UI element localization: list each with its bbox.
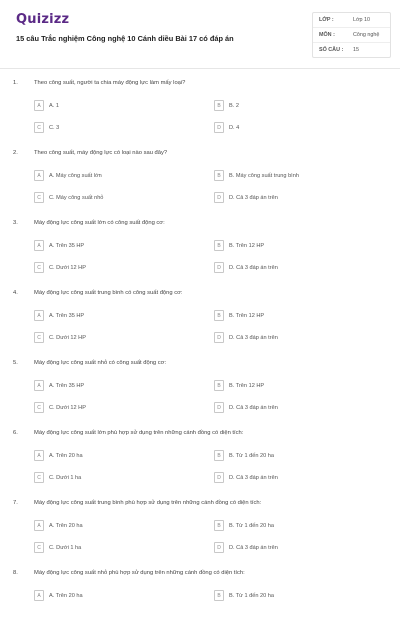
option-letter-box: C xyxy=(34,402,44,413)
option-text: B. Từ 1 đến 20 ha xyxy=(229,452,275,459)
question-item xyxy=(0,570,400,640)
answer-option[interactable] xyxy=(34,380,84,391)
option-letter-box: D xyxy=(214,332,224,343)
option-text: D. Cả 3 đáp án trên xyxy=(229,194,278,201)
meta-value: Lớp 10 xyxy=(353,17,371,23)
option-text: B. Từ 1 đến 20 ha xyxy=(229,592,275,599)
option-text: B. 2 xyxy=(229,102,239,109)
question-item xyxy=(0,150,400,220)
meta-value: 15 xyxy=(353,47,359,53)
question-item xyxy=(0,430,400,500)
answer-option[interactable] xyxy=(34,450,83,461)
question-number: 4. xyxy=(13,290,18,296)
meta-box xyxy=(312,12,391,58)
meta-label: LỚP : xyxy=(319,17,334,23)
answer-option[interactable] xyxy=(34,402,86,413)
answer-option[interactable] xyxy=(34,310,84,321)
option-letter-box: C xyxy=(34,122,44,133)
answer-option[interactable] xyxy=(34,472,81,483)
question-text: Máy động lực công suất lớn có công suất động cơ: xyxy=(34,220,165,226)
option-text: A. Trên 35 HP xyxy=(49,382,85,389)
option-letter-box: A xyxy=(34,310,44,321)
meta-value: Công nghệ xyxy=(353,32,380,38)
option-text: C. Dưới 12 HP xyxy=(49,404,86,411)
meta-row-count xyxy=(313,42,390,57)
answer-option[interactable] xyxy=(214,542,278,553)
answer-option[interactable] xyxy=(34,100,59,111)
option-letter-box: B xyxy=(214,520,224,531)
option-letter-box: D xyxy=(214,402,224,413)
answer-option[interactable] xyxy=(34,122,59,133)
option-text: C. Dưới 1 ha xyxy=(49,474,82,481)
question-text: Theo công suất, người ta chia máy động lực làm mấy loại? xyxy=(34,80,186,86)
answer-option[interactable] xyxy=(214,402,278,413)
question-number: 2. xyxy=(13,150,18,156)
answer-option[interactable] xyxy=(214,240,264,251)
question-number: 5. xyxy=(13,360,18,366)
option-letter-box: B xyxy=(214,450,224,461)
meta-row-subject xyxy=(313,27,390,42)
option-text: A. Trên 35 HP xyxy=(49,242,85,249)
option-letter-box: C xyxy=(34,262,44,273)
question-text: Theo công suất, máy động lực có loại nào sau đây? xyxy=(34,150,168,156)
option-text: D. Cả 3 đáp án trên xyxy=(229,404,278,411)
option-letter-box: A xyxy=(34,590,44,601)
option-letter-box: D xyxy=(214,262,224,273)
answer-option[interactable] xyxy=(214,520,274,531)
option-letter-box: B xyxy=(214,380,224,391)
option-letter-box: B xyxy=(214,170,224,181)
option-letter-box: C xyxy=(34,472,44,483)
answer-option[interactable] xyxy=(214,122,239,133)
option-letter-box: D xyxy=(214,542,224,553)
answer-option[interactable] xyxy=(34,240,84,251)
question-text: Máy động lực công suất lớn phù hợp sử dụng trên những cánh đồng có diện tích: xyxy=(34,430,244,436)
option-text: B. Trên 12 HP xyxy=(229,312,265,319)
answer-option[interactable] xyxy=(214,170,299,181)
option-text: D. Cả 3 đáp án trên xyxy=(229,544,278,551)
option-text: D. Cả 3 đáp án trên xyxy=(229,264,278,271)
option-letter-box: C xyxy=(34,332,44,343)
option-text: D. Cả 3 đáp án trên xyxy=(229,474,278,481)
option-letter-box: A xyxy=(34,100,44,111)
question-number: 3. xyxy=(13,220,18,226)
option-text: A. Trên 20 ha xyxy=(49,452,83,459)
option-text: C. Dưới 12 HP xyxy=(49,264,86,271)
answer-option[interactable] xyxy=(214,590,274,601)
option-text: C. Dưới 1 ha xyxy=(49,544,82,551)
option-letter-box: D xyxy=(214,122,224,133)
answer-option[interactable] xyxy=(34,520,83,531)
option-text: A. Máy công suất lớn xyxy=(49,172,102,179)
question-number: 8. xyxy=(13,570,18,576)
option-letter-box: B xyxy=(214,310,224,321)
question-item xyxy=(0,220,400,290)
answer-option[interactable] xyxy=(214,310,264,321)
worksheet-header xyxy=(0,0,400,68)
option-text: B. Trên 12 HP xyxy=(229,242,265,249)
answer-option[interactable] xyxy=(34,542,81,553)
option-text: A. 1 xyxy=(49,102,59,109)
question-item xyxy=(0,80,400,150)
meta-label: MÔN : xyxy=(319,32,335,38)
option-text: B. Từ 1 đến 20 ha xyxy=(229,522,275,529)
option-text: C. Máy công suất nhỏ xyxy=(49,194,104,201)
question-item xyxy=(0,290,400,360)
answer-option[interactable] xyxy=(214,192,278,203)
answer-option[interactable] xyxy=(214,100,239,111)
option-text: C. Dưới 12 HP xyxy=(49,334,86,341)
question-number: 1. xyxy=(13,80,18,86)
header-divider xyxy=(0,68,400,69)
question-text: Máy động lực công suất trung bình có công suất động cơ: xyxy=(34,290,183,296)
answer-option[interactable] xyxy=(214,332,278,343)
answer-option[interactable] xyxy=(214,262,278,273)
option-text: B. Trên 12 HP xyxy=(229,382,265,389)
option-text: A. Trên 35 HP xyxy=(49,312,85,319)
option-letter-box: C xyxy=(34,192,44,203)
answer-option[interactable] xyxy=(34,262,86,273)
option-letter-box: A xyxy=(34,170,44,181)
question-text: Máy động lực công suất nhỏ có công suất động cơ: xyxy=(34,360,167,366)
option-letter-box: A xyxy=(34,380,44,391)
option-letter-box: B xyxy=(214,240,224,251)
question-text: Máy động lực công suất nhỏ phù hợp sử dụng trên những cánh đồng có diện tích: xyxy=(34,570,245,576)
question-number: 6. xyxy=(13,430,18,436)
question-number: 7. xyxy=(13,500,18,506)
answer-option[interactable] xyxy=(214,380,264,391)
option-letter-box: D xyxy=(214,192,224,203)
quizizz-logo: Quizizz xyxy=(16,12,70,27)
meta-row-class xyxy=(313,13,390,27)
option-text: D. Cả 3 đáp án trên xyxy=(229,334,278,341)
option-letter-box: D xyxy=(214,472,224,483)
option-letter-box: A xyxy=(34,520,44,531)
question-item xyxy=(0,360,400,430)
answer-option[interactable] xyxy=(214,472,278,483)
option-letter-box: B xyxy=(214,100,224,111)
answer-option[interactable] xyxy=(34,192,103,203)
meta-label: SỐ CÂU : xyxy=(319,47,344,53)
worksheet-title: 15 câu Trắc nghiệm Công nghệ 10 Cánh diều Bài 17 có đáp án xyxy=(16,34,234,43)
answer-option[interactable] xyxy=(34,590,83,601)
answer-option[interactable] xyxy=(214,450,274,461)
option-text: C. 3 xyxy=(49,124,60,131)
option-text: B. Máy công suất trung bình xyxy=(229,172,299,179)
option-text: A. Trên 20 ha xyxy=(49,592,83,599)
option-text: A. Trên 20 ha xyxy=(49,522,83,529)
question-text: Máy động lực công suất trung bình phù hợp sử dụng trên những cánh đồng có diện tích: xyxy=(34,500,262,506)
option-letter-box: C xyxy=(34,542,44,553)
option-letter-box: A xyxy=(34,240,44,251)
answer-option[interactable] xyxy=(34,170,102,181)
answer-option[interactable] xyxy=(34,332,86,343)
option-letter-box: B xyxy=(214,590,224,601)
question-item xyxy=(0,500,400,570)
option-text: D. 4 xyxy=(229,124,240,131)
option-letter-box: A xyxy=(34,450,44,461)
